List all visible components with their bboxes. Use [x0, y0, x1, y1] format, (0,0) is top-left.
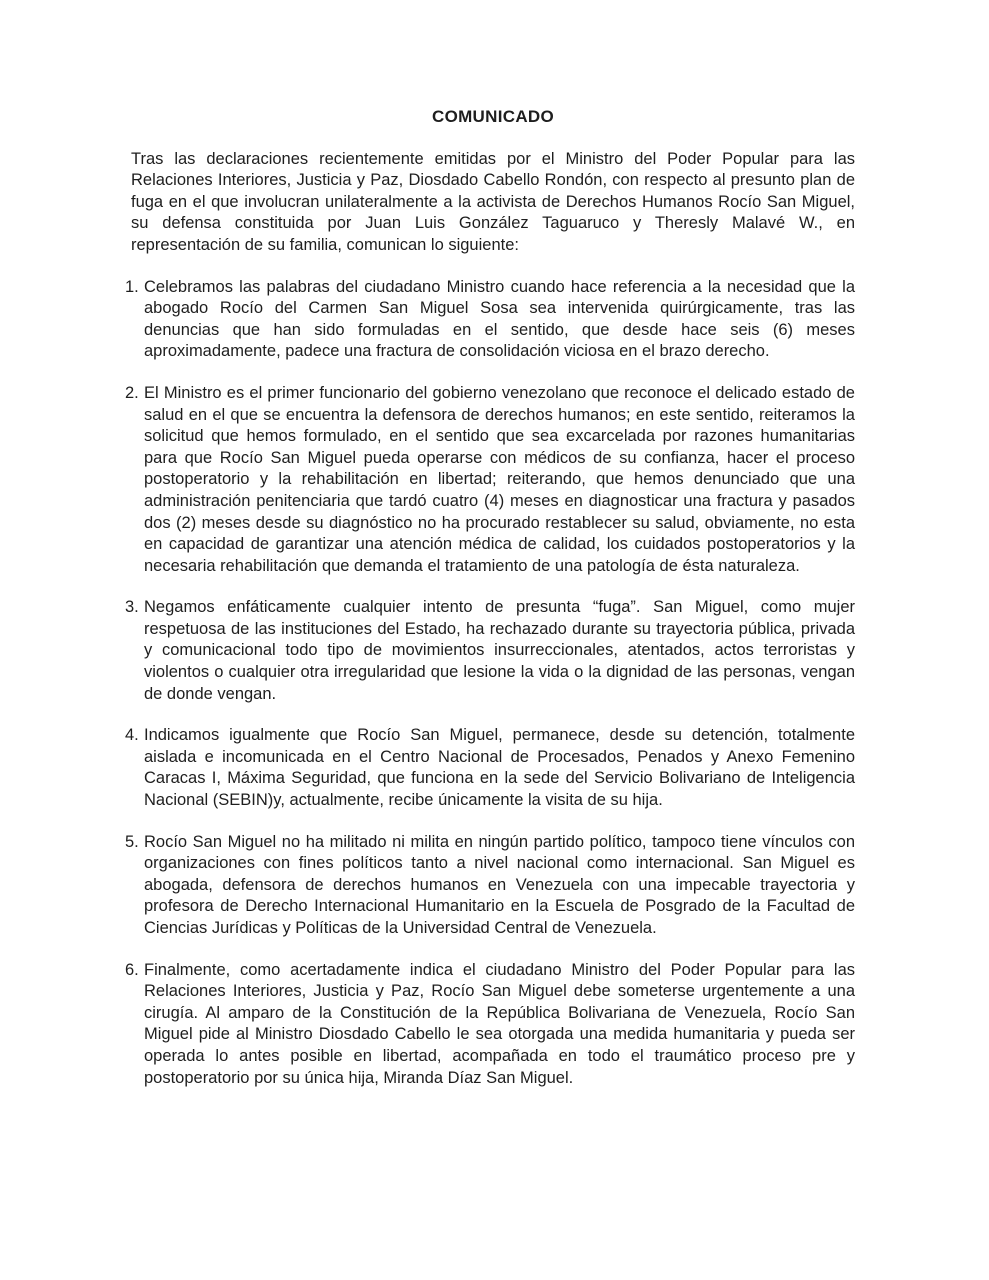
item-text: Negamos enfáticamente cualquier intento de presunta “fuga”. San Miguel, como mujer respetuosa de las instituciones del Estado, ha rechazado durante su trayectoria pública, privada y comunicacional todo tipo de movimientos insurreccionales, atentados, actos terroristas y violentos o cualquier otra irregularidad que lesione la vida o la dignidad de las personas, vengan de donde vengan.: [144, 598, 855, 703]
list-item: [125, 597, 855, 705]
list-item: [125, 725, 855, 811]
item-number: 6.: [125, 960, 139, 979]
list-item: [125, 960, 855, 1090]
item-text: Celebramos las palabras del ciudadano Ministro cuando hace referencia a la necesidad que la abogado Rocío del Carmen San Miguel Sosa sea intervenida quirúrgicamente, tras las denuncias que han sido formuladas en el sentido, que desde hace seis (6) meses aproximadamente, padece una fractura de consolidación viciosa en el brazo derecho.: [144, 277, 855, 361]
item-text: Rocío San Miguel no ha militado ni milita en ningún partido político, tampoco tiene vínculos con organizaciones con fines políticos tanto a nivel nacional como internacional. San Miguel es abogada, defensora de derechos humanos en Venezuela con una impecable trayectoria y profesora de Derecho Internacional Humanitario en la Escuela de Posgrado de la Facultad de Ciencias Jurídicas y Políticas de la Universidad Central de Venezuela.: [144, 832, 855, 937]
document-title: COMUNICADO: [432, 107, 554, 126]
item-number: 4.: [125, 726, 139, 745]
item-number: 3.: [125, 598, 139, 617]
item-number: 1.: [125, 277, 139, 296]
item-text: Finalmente, como acertadamente indica el ciudadano Ministro del Poder Popular para las Relaciones Interiores, Justicia y Paz, Rocío San Miguel debe someterse urgentemente a una cirugía. Al amparo de la Constitución de la República Bolivariana de Venezuela, Rocío San Miguel pide al Ministro Diosdado Cabello le sea otorgada una medida humanitaria y pueda ser operada lo antes posible en libertad, acompañada en todo el traumático proceso pre y postoperatorio por su única hija, Miranda Díaz San Miguel.: [144, 960, 855, 1087]
numbered-list: [125, 277, 855, 1090]
item-number: 5.: [125, 832, 139, 851]
item-number: 2.: [125, 383, 139, 402]
list-item: [125, 277, 855, 363]
list-item: [125, 832, 855, 940]
list-item: [125, 383, 855, 577]
intro-paragraph: Tras las declaraciones recientemente emitidas por el Ministro del Poder Popular para las Relaciones Interiores, Justicia y Paz, Diosdado Cabello Rondón, con respecto al presunto plan de fuga en el que involucran unilateralmente a la activista de Derechos Humanos Rocío San Miguel, su defensa constituida por Juan Luis González Taguaruco y Theresly Malavé W., en representación de su familia, comunican lo siguiente:: [131, 149, 855, 254]
item-text: Indicamos igualmente que Rocío San Miguel, permanece, desde su detención, totalmente aislada e incomunicada en el Centro Nacional de Procesados, Penados y Anexo Femenino Caracas I, Máxima Seguridad, que funciona en la sede del Servicio Bolivariano de Inteligencia Nacional (SEBIN)y, actualmente, recibe únicamente la visita de su hija.: [144, 726, 855, 810]
item-text: El Ministro es el primer funcionario del gobierno venezolano que reconoce el delicado estado de salud en el que se encuentra la defensora de derechos humanos; en este sentido, reiteramos la solicitud que hemos formulado, en el sentido que sea excarcelada por razones humanitarias para que Rocío San Miguel pueda operarse con médicos de su confianza, hacer el proceso postoperatorio y la rehabilitación en libertad; reiterando, que hemos denunciado que una administración penitenciaria que tardó cuatro (4) meses en diagnosticar una fractura y pasados dos (2) meses desde su diagnóstico no ha procurado restablecer su salud, obviamente, no esta en capacidad de garantizar una atención médica de calidad, los cuidados postoperatorios y la necesaria rehabilitación que demanda el tratamiento de una patología de ésta naturaleza.: [144, 383, 855, 575]
